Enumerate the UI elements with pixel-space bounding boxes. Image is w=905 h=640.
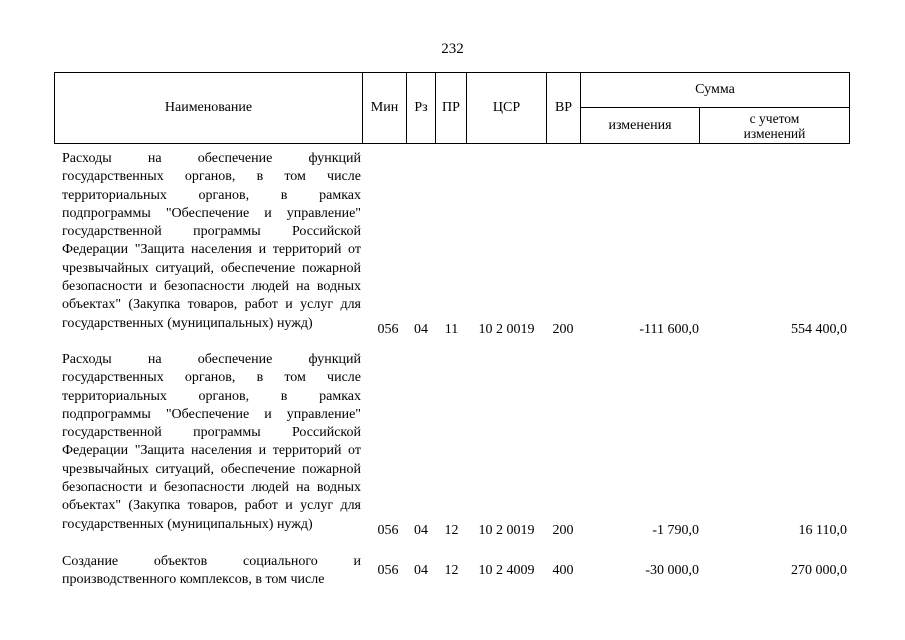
row-total: 16 110,0 bbox=[798, 523, 847, 538]
header-total: с учетом изменений bbox=[699, 107, 850, 144]
row-min: 056 bbox=[377, 322, 399, 337]
header-pr: ПР bbox=[435, 72, 467, 144]
row-total: 554 400,0 bbox=[791, 322, 847, 337]
row-change: -111 600,0 bbox=[639, 322, 699, 337]
header-rz: Рз bbox=[406, 72, 436, 144]
row-rz: 04 bbox=[414, 322, 428, 337]
header-change: изменения bbox=[580, 107, 700, 144]
row-total: 270 000,0 bbox=[791, 563, 847, 578]
header-name: Наименование bbox=[54, 72, 363, 144]
row-change: -1 790,0 bbox=[652, 523, 699, 538]
row-name: Расходы на обеспечение функций государственных органов, в том числе территориальных органов, в рамках подпрограммы "Обеспечение и управление" государственной программы Российской Федерации "Защита населения и территорий от чрезвычайных ситуаций, обеспечение пожарной безопасности и безопасности людей на водных объектах" (Закупка товаров, работ и услуг для государственных (муниципальных) нужд) bbox=[62, 352, 361, 532]
row-rz: 04 bbox=[414, 523, 428, 538]
row-vr: 400 bbox=[552, 563, 574, 578]
row-vr: 200 bbox=[552, 322, 574, 337]
row-csr: 10 2 0019 bbox=[478, 322, 535, 337]
row-pr: 12 bbox=[444, 563, 459, 578]
row-pr: 11 bbox=[444, 322, 459, 337]
row-csr: 10 2 0019 bbox=[478, 523, 535, 538]
row-csr: 10 2 4009 bbox=[478, 563, 535, 578]
header-min: Мин bbox=[362, 72, 407, 144]
row-pr: 12 bbox=[444, 523, 459, 538]
row-min: 056 bbox=[377, 563, 399, 578]
row-min: 056 bbox=[377, 523, 399, 538]
row-vr: 200 bbox=[552, 523, 574, 538]
header-csr: ЦСР bbox=[466, 72, 547, 144]
row-change: -30 000,0 bbox=[645, 563, 699, 578]
header-vr: ВР bbox=[546, 72, 581, 144]
header-sum: Сумма bbox=[580, 72, 850, 108]
page-number: 232 bbox=[441, 41, 464, 57]
row-name: Расходы на обеспечение функций государственных органов, в том числе территориальных органов, в рамках подпрограммы "Обеспечение и управление" государственной программы Российской Федерации "Защита населения и территорий от чрезвычайных ситуаций, обеспечение пожарной безопасности и безопасности людей на водных объектах" (Закупка товаров, работ и услуг для государственных (муниципальных) нужд) bbox=[62, 151, 361, 331]
row-name: Создание объектов социального и производственного комплексов, в том числе bbox=[62, 554, 361, 588]
row-rz: 04 bbox=[414, 563, 428, 578]
